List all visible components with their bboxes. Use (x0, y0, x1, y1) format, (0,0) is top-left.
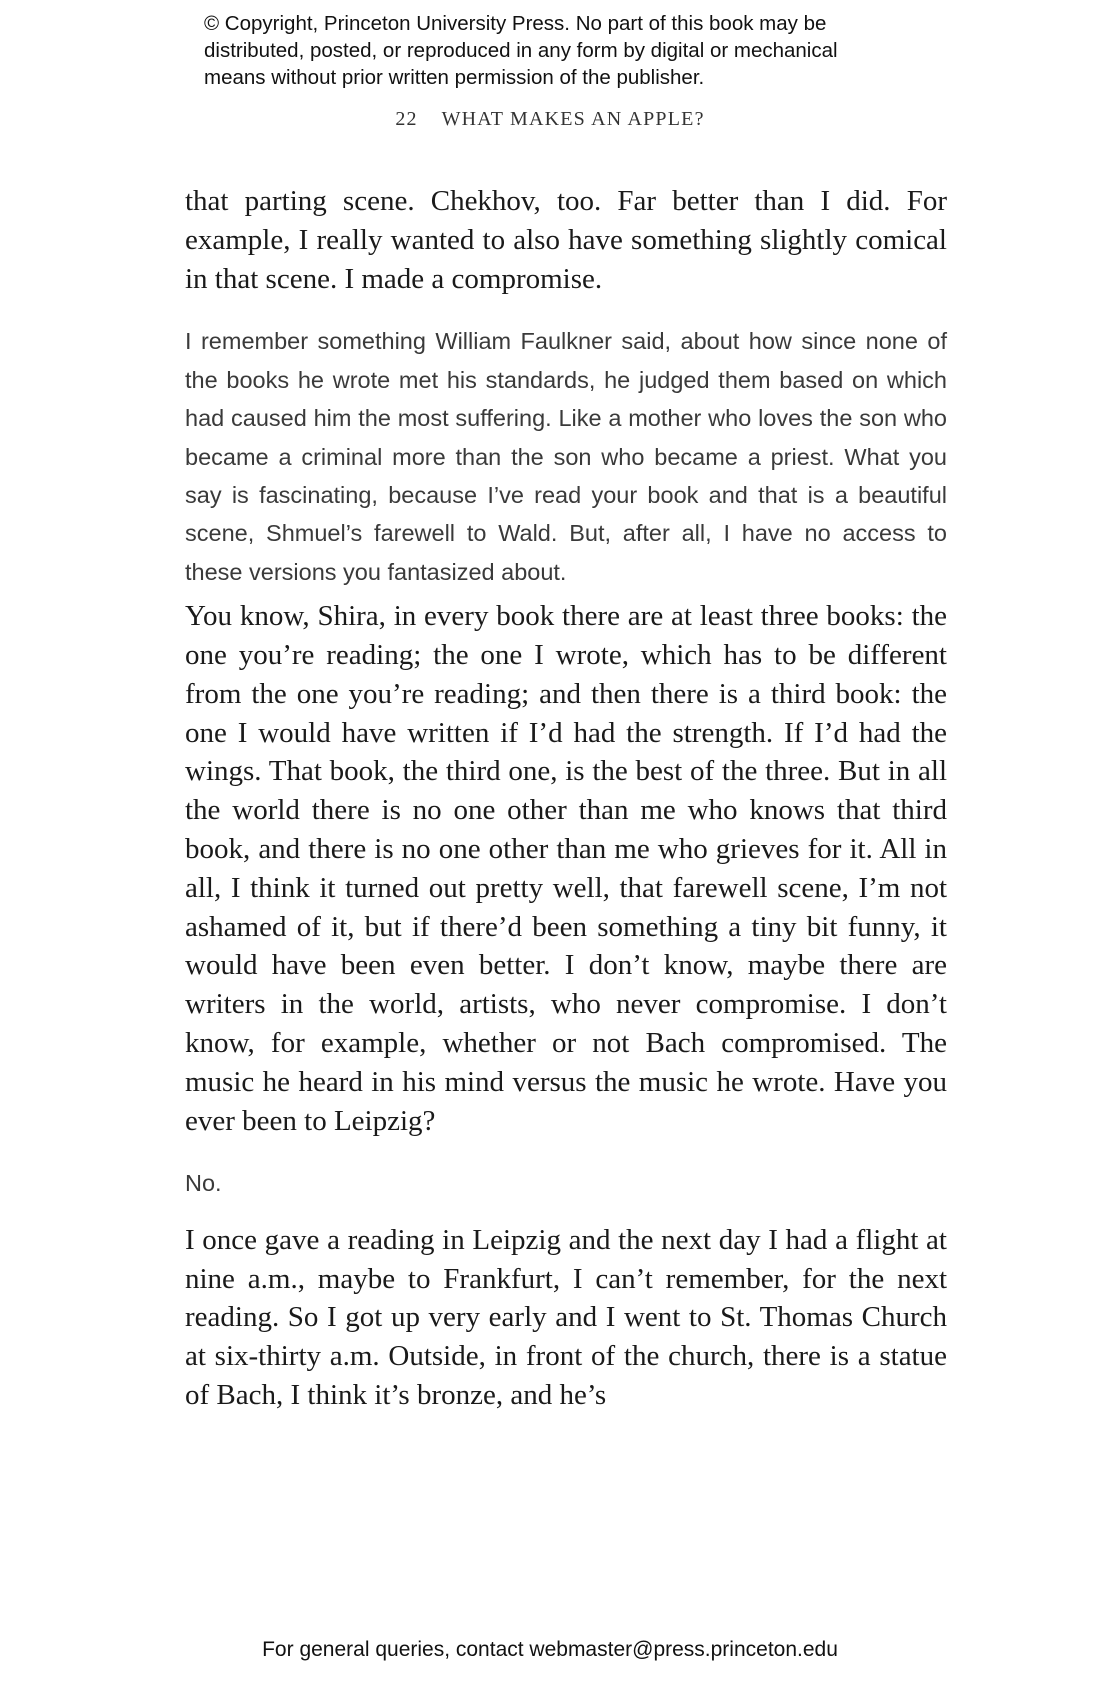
chapter-title: WHAT MAKES AN APPLE? (441, 108, 705, 130)
copyright-notice (204, 10, 944, 91)
footer-contact: For general queries, contact webmaster@press.princeton.edu (262, 1638, 838, 1661)
paragraph-interviewer-question: I remember something William Faulkner said, about how since none of the books he wrote met his standards, he judged them based on which had caused him the most suffering. Like a mother who loves the son who became a criminal more than the son who became a priest. What you say is fascinating, because I’ve read your book and that is a beautiful scene, Shmuel’s farewell to Wald. But, after all, I have no access to these versions you fantasized about. (185, 328, 947, 585)
running-head (0, 108, 1100, 131)
paragraph-author-reply: I once gave a reading in Leipzig and the next day I had a flight at nine a.m., maybe to Frankfurt, I can’t remember, for the next reading. So I got up very early and I went to St. Thomas Church at six-thirty a.m. Outside, in front of the church, there is a statue of Bach, I think it’s bronze, and he’s (185, 1223, 947, 1411)
body-text (185, 182, 947, 1415)
paragraph-author-reply: You know, Shira, in every book there are at least three books: the one you’re reading; the one I wrote, which has to be different from the one you’re reading; and then there is a third book: the one I would have written if I’d had the strength. If I’d had the wings. That book, the third one, is the best of the three. But in all the world there is no one other than me who knows that third book, and there is no one other than me who grieves for it. All in all, I think it turned out pretty well, that farewell scene, I’m not ashamed of it, but if there’d been something a tiny bit funny, it would have been even better. I don’t know, maybe there are writers in the world, artists, who never compromise. I don’t know, for example, whether or not Bach compromised. The music he heard in his mind versus the music he wrote. Have you ever been to Leipzig? (185, 600, 947, 1137)
copyright-line: distributed, posted, or reproduced in any form by digital or mechanical (204, 39, 838, 62)
page-number: 22 (395, 108, 418, 130)
copyright-line: © Copyright, Princeton University Press. No part of this book may be (204, 12, 827, 35)
copyright-line: means without prior written permission of the publisher. (204, 66, 705, 89)
paragraph-interviewer-question: No. (185, 1170, 222, 1197)
paragraph-author-reply: that parting scene. Chekhov, too. Far better than I did. For example, I really wanted to also have something slightly comical in that scene. I made a compromise. (185, 185, 947, 295)
